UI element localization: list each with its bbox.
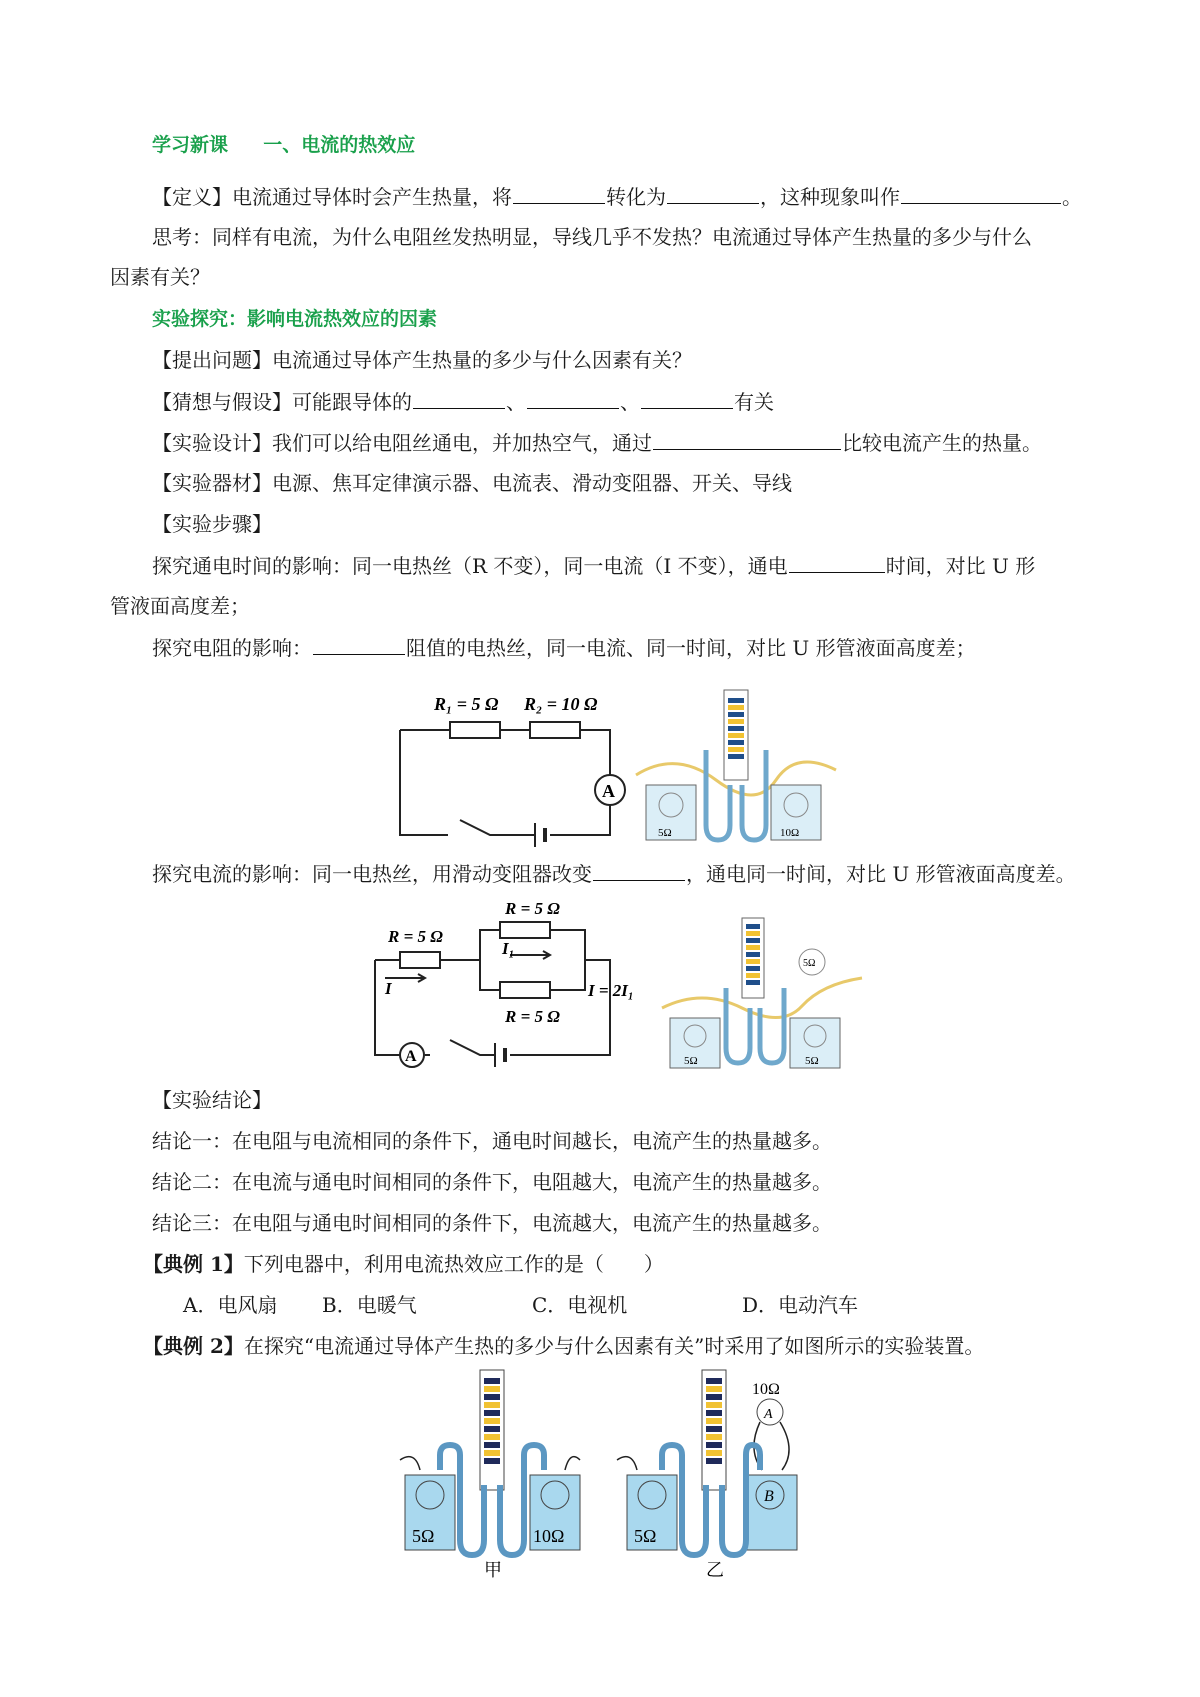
answer-blank[interactable] xyxy=(789,550,885,573)
step-time-text: 探究通电时间的影响：同一电热丝（R 不变），同一电流（I 不变），通电 xyxy=(152,554,788,578)
conclusion-3: 结论三：在电阻与通电时间相同的条件下，电流越大，电流产生的热量越多。 xyxy=(152,1211,832,1235)
separator: 、 xyxy=(506,390,526,414)
step-current-text: 探究电流的影响：同一电热丝，用滑动变阻器改变 xyxy=(152,862,592,886)
figure-3-jia xyxy=(390,1370,600,1580)
figure-2-apparatus xyxy=(662,918,862,1070)
definition-text: 转化为 xyxy=(606,185,666,209)
left-box-label: 5Ω xyxy=(684,1055,698,1067)
current-i-label: I xyxy=(385,979,392,998)
definition-text: ，这种现象叫作 xyxy=(760,185,900,209)
r1-label: R₁ = 5 Ω xyxy=(434,694,499,714)
example-1-option-d[interactable]: D．电动汽车 xyxy=(742,1293,859,1317)
current-equation-label: I = 2I₁ xyxy=(588,981,634,1000)
think-line-1: 思考：同样有电流，为什么电阻丝发热明显，导线几乎不发热？电流通过导体产生热量的多少与什么 xyxy=(152,225,1032,249)
experiment-title: 实验探究：影响电流热效应的因素 xyxy=(152,308,438,330)
step-resistance-text: 阻值的电热丝，同一电流、同一时间，对比 U 形管液面高度差； xyxy=(406,636,976,660)
steps-tag: 【实验步骤】 xyxy=(152,512,272,536)
answer-blank[interactable] xyxy=(513,181,605,204)
answer-blank[interactable] xyxy=(313,632,405,655)
example-1-line xyxy=(143,1249,664,1279)
section-title: 一、电流的热效应 xyxy=(263,134,416,156)
example-2-question: 在探究“电流通过导体产生热的多少与什么因素有关”时采用了如图所示的实验装置。 xyxy=(243,1334,985,1358)
right-box-label: 10Ω xyxy=(780,827,800,839)
definition-line xyxy=(152,181,1082,212)
conclusion-tag: 【实验结论】 xyxy=(152,1088,272,1112)
ammeter-label: A xyxy=(405,1048,417,1065)
question-tag: 【提出问题】 xyxy=(152,348,272,372)
answer-blank[interactable] xyxy=(901,181,1061,204)
equipment-tag: 【实验器材】 xyxy=(152,471,272,495)
yi-caption: 乙 xyxy=(706,1560,724,1580)
right-box-label: 5Ω xyxy=(805,1055,819,1067)
step-resistance-text: 探究电阻的影响： xyxy=(152,636,312,660)
figure-2-circuit xyxy=(370,900,650,1070)
separator: 、 xyxy=(620,390,640,414)
example-2-line xyxy=(143,1331,984,1361)
answer-blank[interactable] xyxy=(527,386,619,409)
jia-caption: 甲 xyxy=(484,1560,502,1580)
design-text: 比较电流产生的热量。 xyxy=(842,431,1042,455)
definition-text: 电流通过导体时会产生热量，将 xyxy=(232,185,512,209)
think-line-2: 因素有关？ xyxy=(110,265,210,289)
answer-blank[interactable] xyxy=(593,858,685,881)
jia-right-label: 10Ω xyxy=(533,1526,565,1546)
step-current-line xyxy=(152,858,1076,889)
hypothesis-tag: 【猜想与假设】 xyxy=(152,390,292,414)
example-1-option-c[interactable]: C．电视机 xyxy=(532,1293,628,1317)
example-1-option-a[interactable]: A．电风扇 xyxy=(183,1293,278,1317)
design-line xyxy=(152,427,1042,458)
example-1-tag: 【典例 1】 xyxy=(143,1252,244,1276)
yi-b-label: B xyxy=(764,1488,774,1505)
yi-left-label: 5Ω xyxy=(634,1526,657,1546)
figure-3-yi xyxy=(612,1370,822,1580)
definition-tag: 【定义】 xyxy=(152,185,232,209)
definition-text: 。 xyxy=(1062,185,1082,209)
answer-blank[interactable] xyxy=(667,181,759,204)
hypothesis-line xyxy=(152,386,774,417)
example-1-question: 下列电器中，利用电流热效应工作的是（ ） xyxy=(243,1252,664,1276)
conclusion-1: 结论一：在电阻与电流相同的条件下，通电时间越长，电流产生的热量越多。 xyxy=(152,1129,832,1153)
design-tag: 【实验设计】 xyxy=(152,431,272,455)
r-top-label: R = 5 Ω xyxy=(505,899,560,918)
equipment-text: 电源、焦耳定律演示器、电流表、滑动变阻器、开关、导线 xyxy=(272,471,792,495)
step-current-text: ，通电同一时间，对比 U 形管液面高度差。 xyxy=(686,862,1076,886)
jia-left-label: 5Ω xyxy=(412,1526,435,1546)
design-text: 我们可以给电阻丝通电，并加热空气，通过 xyxy=(272,431,652,455)
figure-1-apparatus xyxy=(636,690,836,850)
answer-blank[interactable] xyxy=(413,386,505,409)
conclusion-2: 结论二：在电流与通电时间相同的条件下，电阻越大，电流产生的热量越多。 xyxy=(152,1170,832,1194)
answer-blank[interactable] xyxy=(641,386,733,409)
figure-1-circuit xyxy=(390,680,630,855)
outside-resistor-label: 5Ω xyxy=(803,958,816,969)
r2-label: R₂ = 10 Ω xyxy=(524,694,598,714)
yi-a-label: A xyxy=(764,1407,773,1422)
ammeter-label: A xyxy=(602,781,615,801)
step-time-line xyxy=(152,550,1035,581)
hypothesis-text: 有关 xyxy=(734,390,774,414)
step-resistance-line xyxy=(152,632,976,663)
step-time-line-2: 管液面高度差； xyxy=(110,594,250,618)
left-box-label: 5Ω xyxy=(658,827,672,839)
r-series-label: R = 5 Ω xyxy=(388,927,443,946)
example-1-option-b[interactable]: B．电暖气 xyxy=(322,1293,417,1317)
yi-top-label: 10Ω xyxy=(752,1381,780,1398)
r-bottom-label: R = 5 Ω xyxy=(505,1007,560,1026)
answer-blank[interactable] xyxy=(653,427,841,450)
section-heading xyxy=(152,130,415,160)
current-i1-label: I₁ xyxy=(502,939,515,958)
section-label: 学习新课 xyxy=(152,134,229,156)
hypothesis-text: 可能跟导体的 xyxy=(292,390,412,414)
step-time-text: 时间，对比 U 形 xyxy=(885,554,1036,578)
example-2-tag: 【典例 2】 xyxy=(143,1334,244,1358)
question-text: 电流通过导体产生热量的多少与什么因素有关？ xyxy=(272,348,692,372)
equipment-line xyxy=(152,468,792,498)
question-line xyxy=(152,345,692,375)
